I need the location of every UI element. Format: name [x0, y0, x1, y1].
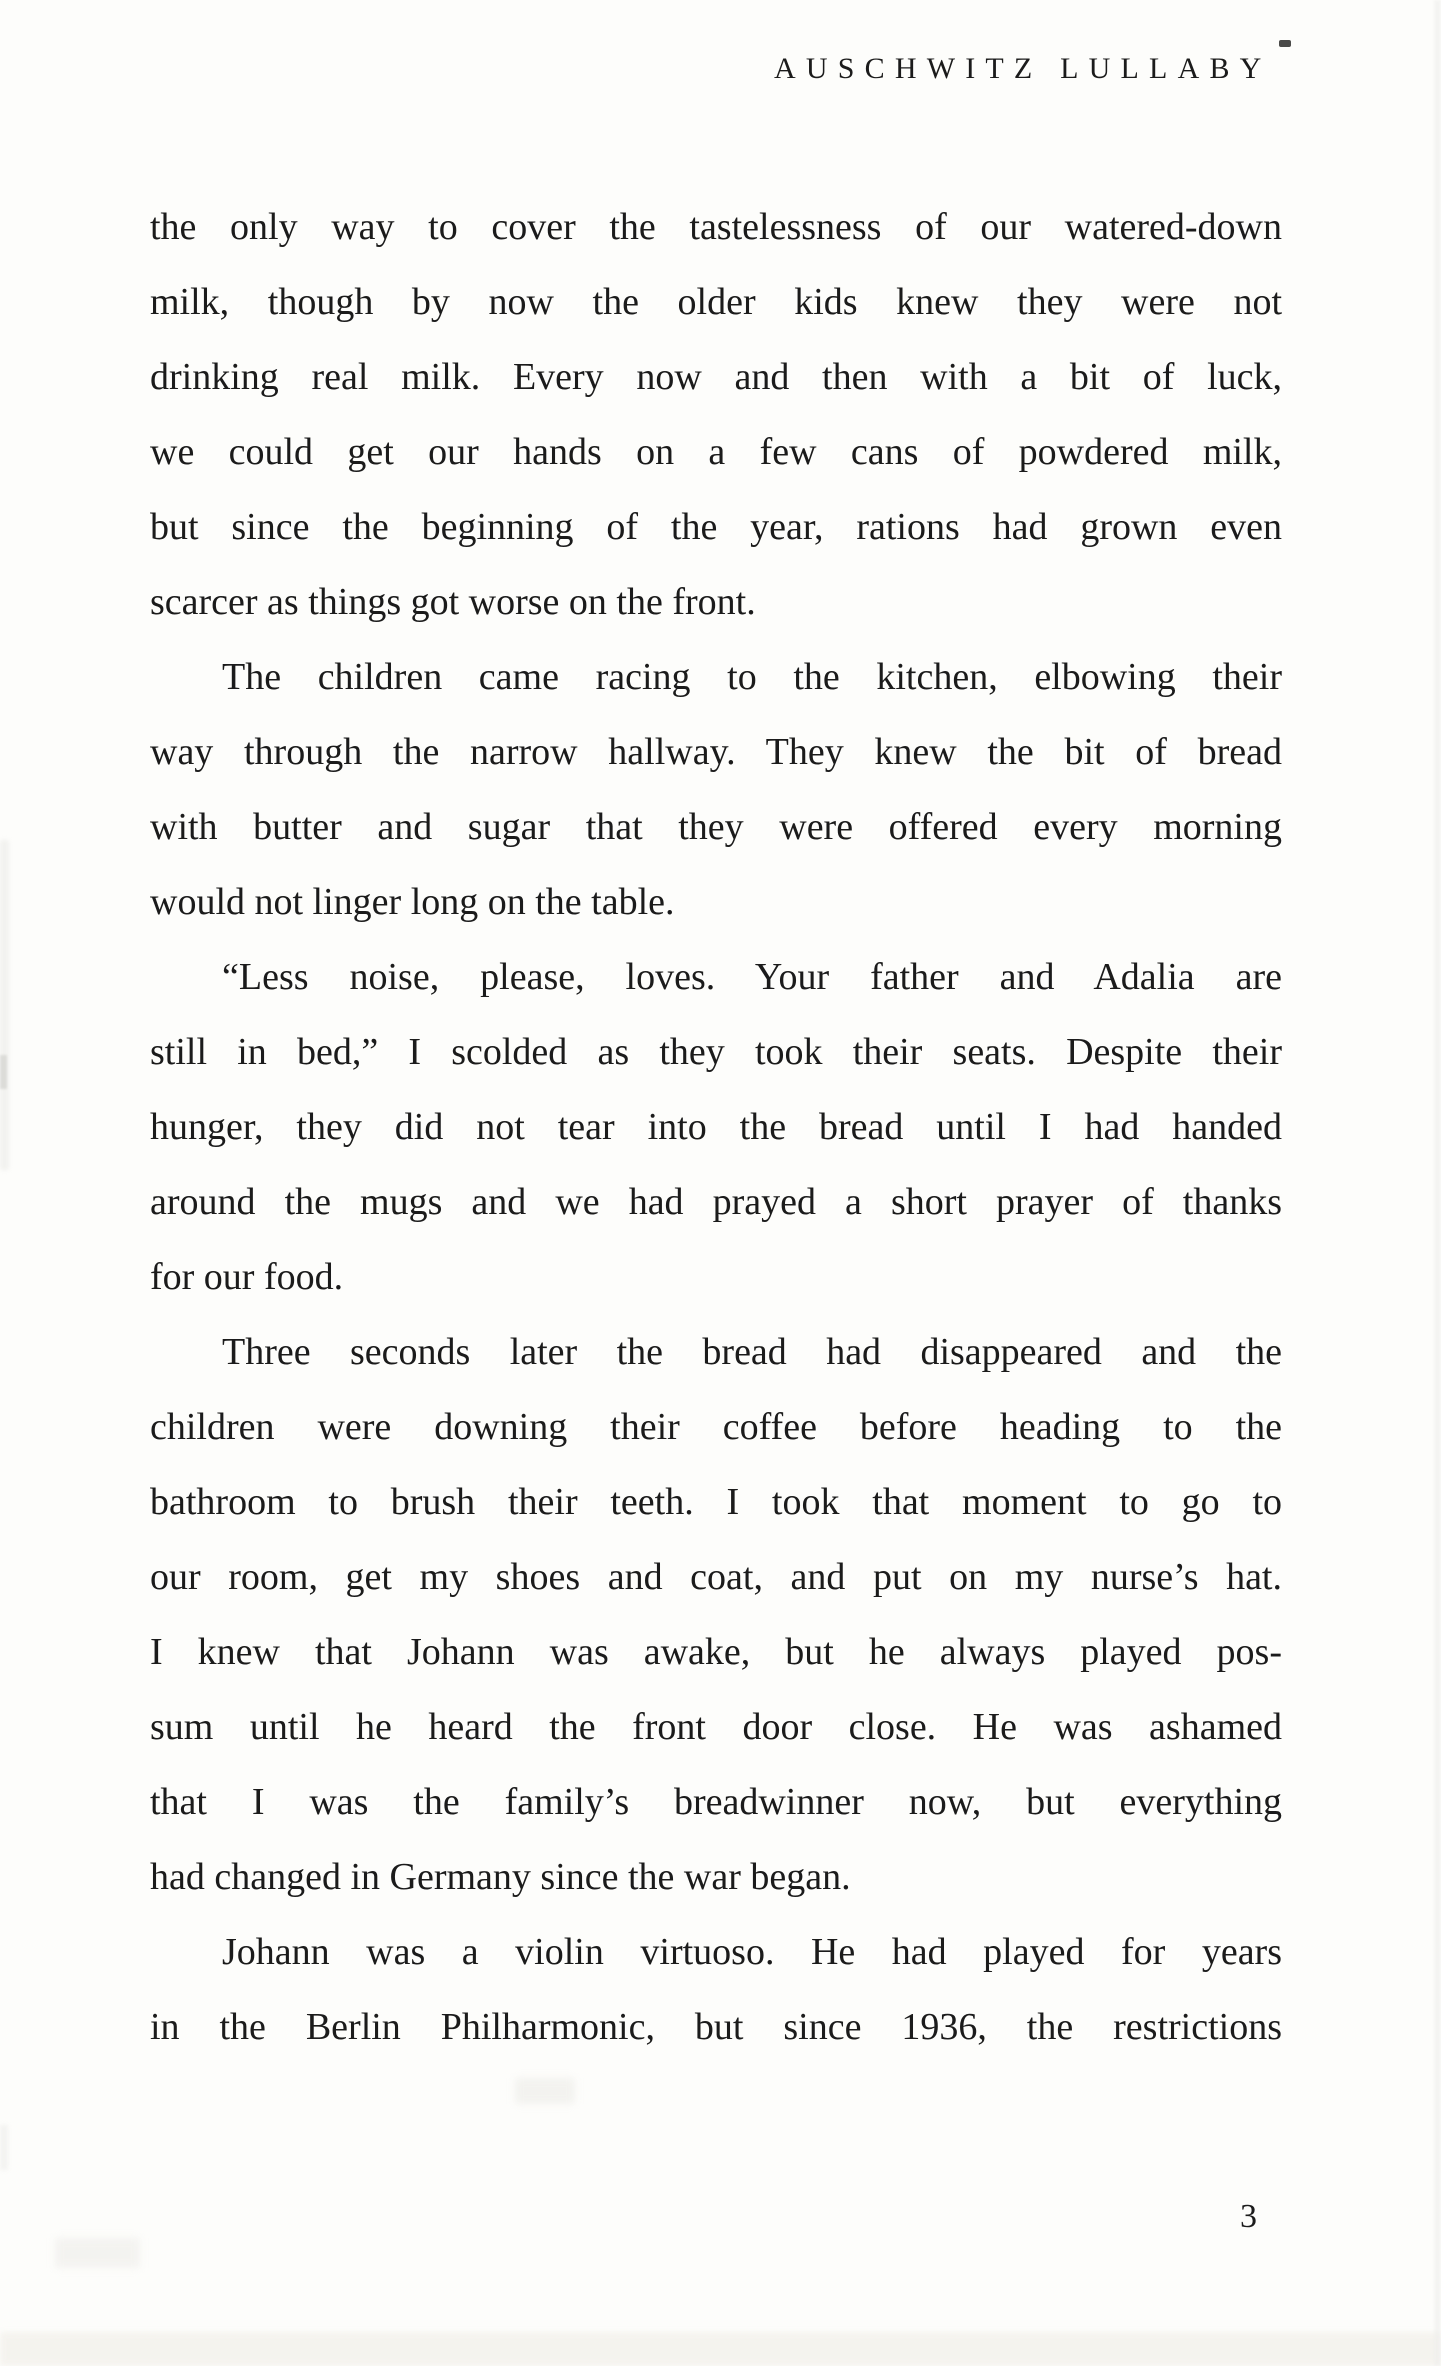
- text-line: our room, get my shoes and coat, and put on my nurse’s hat.: [150, 1556, 1282, 1598]
- scan-artifact-left-mark: [0, 1055, 7, 1089]
- text-line: still in bed,” I scolded as they took their seats. Despite their: [150, 1031, 1282, 1073]
- text-line: but since the beginning of the year, rations had grown even: [150, 506, 1282, 548]
- text-line: had changed in Germany since the war began.: [150, 1856, 851, 1898]
- body-text: [150, 190, 1282, 2065]
- text-line: the only way to cover the tastelessness of our watered-down: [150, 206, 1282, 248]
- text-line: milk, though by now the older kids knew they were not: [150, 281, 1282, 323]
- scan-artifact-left-strip: [0, 840, 9, 1170]
- scan-artifact-mid-smudge: [515, 2078, 575, 2104]
- text-line: with butter and sugar that they were offered every morning: [150, 806, 1282, 848]
- scan-artifact-right-strip: [1434, 0, 1441, 2366]
- text-line: in the Berlin Philharmonic, but since 1936, the restrictions: [150, 2006, 1282, 2048]
- text-line: drinking real milk. Every now and then with a bit of luck,: [150, 356, 1282, 398]
- text-line: children were downing their coffee before heading to the: [150, 1406, 1282, 1448]
- text-line: I knew that Johann was awake, but he always played pos-: [150, 1631, 1282, 1673]
- text-line: way through the narrow hallway. They knew the bit of bread: [150, 731, 1282, 773]
- page-number: 3: [1240, 2198, 1257, 2235]
- scan-artifact-bottom-strip: [0, 2332, 1441, 2366]
- text-line: The children came racing to the kitchen, elbowing their: [222, 656, 1282, 698]
- text-line: around the mugs and we had prayed a short prayer of thanks: [150, 1181, 1282, 1223]
- text-line: bathroom to brush their teeth. I took that moment to go to: [150, 1481, 1282, 1523]
- scan-artifact-bottom-left-smudge: [55, 2238, 140, 2268]
- text-line: Johann was a violin virtuoso. He had played for years: [222, 1931, 1282, 1973]
- scan-artifact-speck: [1279, 40, 1291, 47]
- text-line: for our food.: [150, 1256, 344, 1298]
- scan-artifact-left-low: [0, 2125, 8, 2170]
- text-line: sum until he heard the front door close. He was ashamed: [150, 1706, 1282, 1748]
- text-line: “Less noise, please, loves. Your father and Adalia are: [222, 956, 1282, 998]
- running-header: AUSCHWITZ LULLABY: [774, 52, 1272, 85]
- text-line: would not linger long on the table.: [150, 881, 675, 923]
- text-line: scarcer as things got worse on the front.: [150, 581, 756, 623]
- text-line: we could get our hands on a few cans of powdered milk,: [150, 431, 1282, 473]
- text-line: hunger, they did not tear into the bread until I had handed: [150, 1106, 1282, 1148]
- text-line: Three seconds later the bread had disappeared and the: [222, 1331, 1282, 1373]
- text-line: that I was the family’s breadwinner now, but everything: [150, 1781, 1282, 1823]
